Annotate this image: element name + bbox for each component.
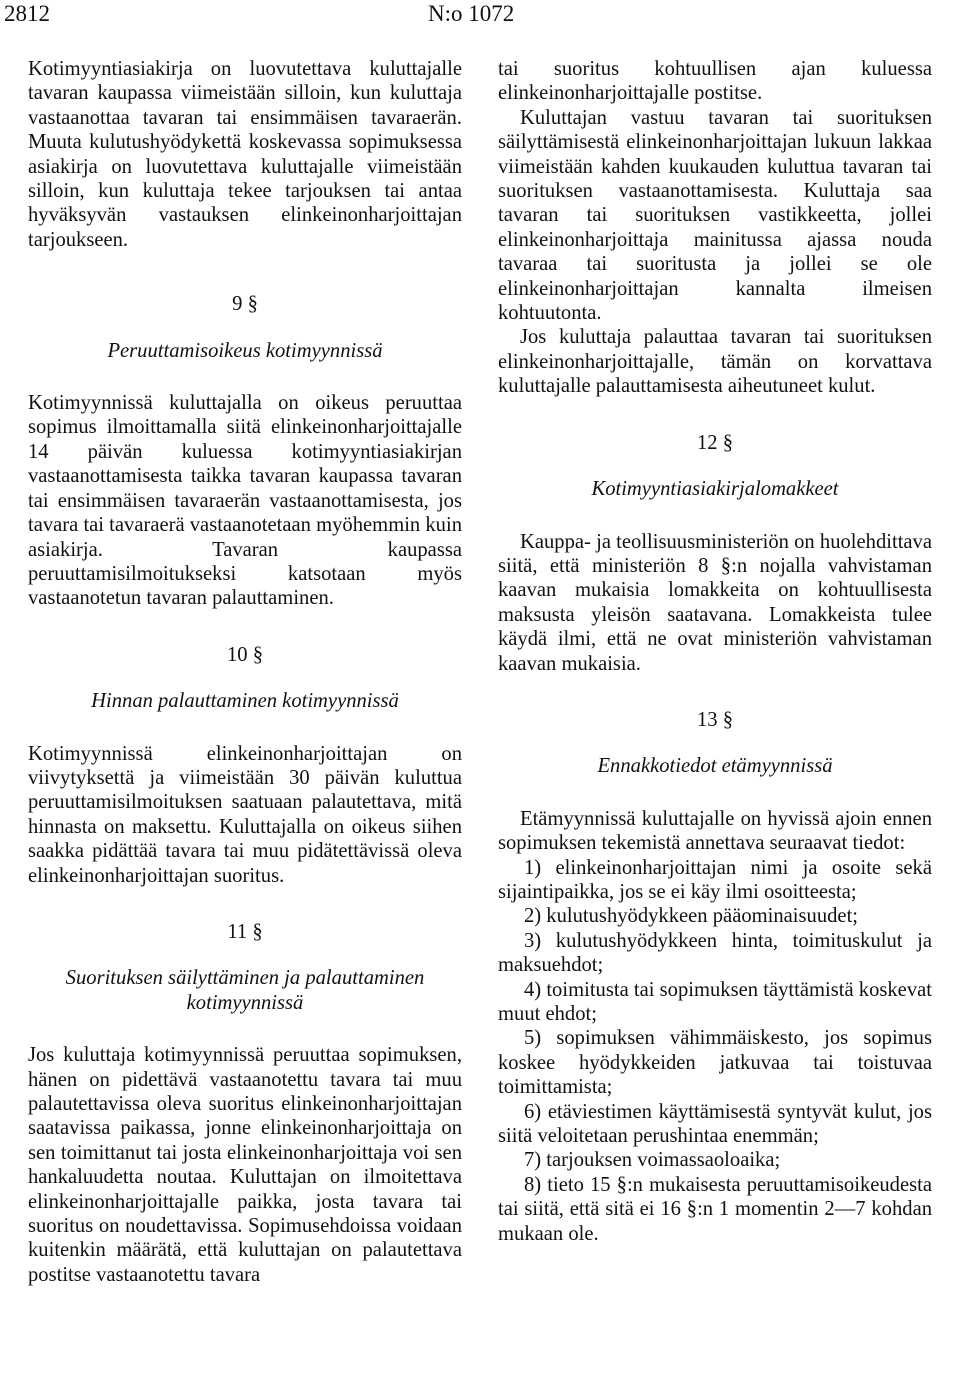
paragraph-continued: tai suoritus kohtuullisen ajan kuluessa elinkeinonharjoittajalle postitse. — [498, 58, 932, 105]
list-item: 5) sopimuksen vähimmäiskesto, jos sopimus koskee hyödykkeiden jatkuvaa tai toistuvaa toimittamista; — [498, 1027, 932, 1099]
list-item: 6) etäviestimen käyttämisestä syntyvät kulut, jos siitä veloitetaan perushintaa enemmän; — [498, 1100, 932, 1148]
section-13-paragraph: Etämyynnissä kuluttajalle on hyvissä ajoin ennen sopimuksen tekemistä annettava seuraavat tiedot: — [498, 807, 932, 855]
left-column — [28, 57, 462, 1287]
paragraph-intro: Kotimyyntiasiakirja on luovutettava kuluttajalle tavaran kaupassa viimeistään silloin, kun kuluttaja vastaanottaa tavaran tai ensimmäisen tavaraerän. Muuta kulutushyödykettä koskevassa sopimuksessa asiakirja on luovutettava kuluttajalle viimeistään silloin, kun kuluttaja tekee tarjouksen tai antaa hyväksyvän vastauksen elinkeinonharjoittajan tarjoukseen. — [28, 58, 462, 251]
list-item: 8) tieto 15 §:n mukaisesta peruuttamisoikeudesta tai siitä, että sitä ei 16 §:n 1 momentin 2—7 kohdan mukaan ole. — [498, 1173, 932, 1245]
page-number: 2812 — [4, 1, 50, 26]
section-10-paragraph: Kotimyynnissä elinkeinonharjoittajan on viivytyksettä ja viimeistään 30 päivän kuluttua peruuttamisilmoituksen saatuaan palautettava, mitä hinnasta on maksettu. Kuluttajalla on oikeus siihen saakka pidättää tavara tai muu pidätettävissä oleva elinkeinonharjoittajan suoritus. — [28, 742, 462, 887]
paragraph-return-costs: Jos kuluttaja palauttaa tavaran tai suorituksen elinkeinonharjoittajalle, tämän on korvattava kuluttajalle palauttamisesta aiheutuneet kulut. — [498, 326, 932, 398]
list-item: 4) toimitusta tai sopimuksen täyttämistä koskevat muut ehdot; — [498, 978, 932, 1025]
section-12-number: 12 § — [696, 431, 734, 454]
section-11-number: 11 § — [227, 920, 263, 943]
section-10-title: Hinnan palauttaminen kotimyynnissä — [91, 690, 399, 713]
section-13-number: 13 § — [696, 708, 734, 731]
list-item: 2) kulutushyödykkeen pääominaisuudet; — [524, 905, 859, 928]
section-11-title: Suorituksen säilyttäminen ja palauttaminen kotimyynnissä — [65, 967, 425, 1014]
section-10-number: 10 § — [226, 643, 264, 666]
section-13-title: Ennakkotiedot etämyynnissä — [597, 755, 833, 778]
issue-number: N:o 1072 — [428, 1, 515, 26]
section-12-paragraph: Kauppa- ja teollisuusministeriön on huolehdittava siitä, että ministeriön 8 §:n nojalla vahvistaman kaavan mukaisia lomakkeita on kohtuullisesta maksusta yleisön saatavana. Lomakkeista tulee käydä ilmi, että ne ovat ministeriön vahvistaman kaavan mukaisia. — [498, 530, 932, 675]
list-item: 3) kulutushyödykkeen hinta, toimituskulut ja maksuehdot; — [498, 929, 932, 977]
section-12-title: Kotimyyntiasiakirjalomakkeet — [591, 478, 839, 501]
section-9-number: 9 § — [232, 293, 258, 316]
section-9-title: Peruuttamisoikeus kotimyynnissä — [107, 339, 383, 362]
list-item: 1) elinkeinonharjoittajan nimi ja osoite sekä sijaintipaikka, jos se ei käy ilmi osoitteesta; — [498, 856, 932, 903]
section-11-paragraph: Jos kuluttaja kotimyynnissä peruuttaa sopimuksen, hänen on pidettävä vastaanotettu tavara tai muu palautettavissa oleva suoritus elinkeinonharjoittajan saatavissa paikassa, jonne elinkeinonharjoittaja on sen toimittanut tai josta elinkeinonharjoittaja voi sen hankaluudetta noutaa. Kuluttajan on ilmoitettava elinkeinonharjoittajalle paikka, josta tavara tai suoritus on noudettavissa. Sopimusehdoissa voidaan kuitenkin määrätä, että kuluttajan on palautettava postitse vastaanotettu tavara — [28, 1044, 462, 1286]
page-header — [0, 0, 960, 32]
section-9-paragraph: Kotimyynnissä kuluttajalla on oikeus peruuttaa sopimus ilmoittamalla siitä elinkeinonharjoittajalle 14 päivän kuluessa kotimyyntiasiakirjan vastaanottamisesta taikka tavaran kaupassa tavaran tai ensimmäisen tavaraerän vastaanottamisesta, jos tavara tai tavaraerä vastaanotetaan myöhemmin kuin asiakirja. Tavaran kaupassa peruuttamisilmoitukseksi katsotaan myös vastaanotetun tavaran palauttaminen. — [28, 392, 462, 610]
paragraph-liability: Kuluttajan vastuu tavaran tai suorituksen säilyttämisestä elinkeinonharjoittajan lukuun lakkaa viimeistään kahden kuukauden kuluttua tavaran tai suorituksen vastaanottamisesta. Kuluttaja saa tavaran tai suorituksen vastikkeetta, jollei elinkeinonharjoittaja mainitussa ajassa nouda tavaraa tai suoritusta ja jollei se ole elinkeinonharjoittajan kannalta ilmeisen kohtuutonta. — [498, 106, 932, 325]
list-item: 7) tarjouksen voimassaoloaika; — [524, 1149, 781, 1172]
right-column — [498, 57, 932, 1246]
